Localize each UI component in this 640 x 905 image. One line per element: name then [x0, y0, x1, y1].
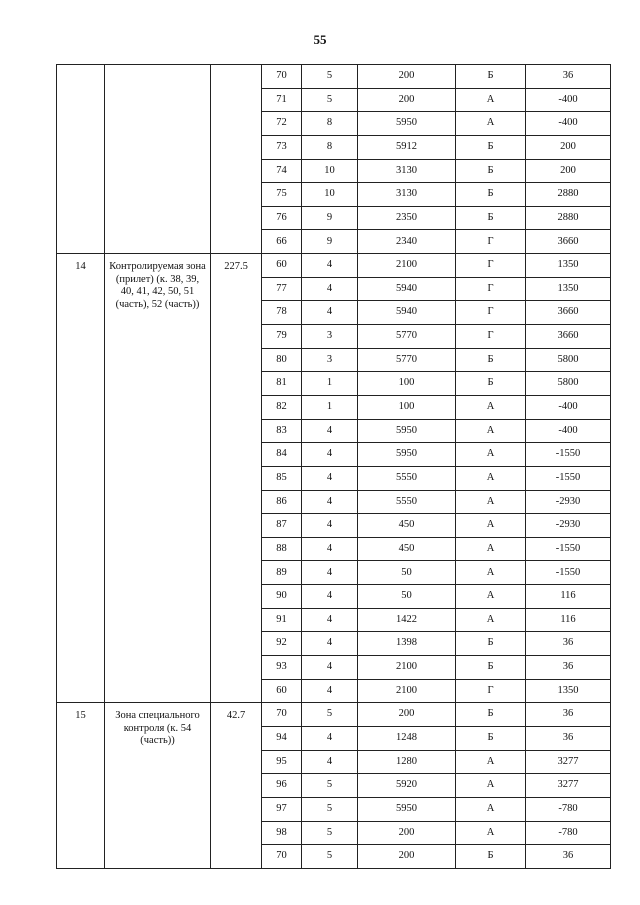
floor-cell: 1 — [302, 395, 358, 419]
floor-cell: 10 — [302, 183, 358, 207]
floor-cell: 5 — [302, 65, 358, 89]
point-number: 96 — [262, 774, 302, 798]
axis-cell: Г — [456, 230, 526, 254]
coordinate-cell: 450 — [358, 537, 456, 561]
axis-cell: А — [456, 821, 526, 845]
axis-cell: Б — [456, 65, 526, 89]
zone-coordinates-table — [56, 64, 611, 869]
coordinate-cell: 5940 — [358, 277, 456, 301]
point-number: 83 — [262, 419, 302, 443]
floor-cell: 4 — [302, 277, 358, 301]
coordinate-cell: 200 — [358, 703, 456, 727]
offset-cell: 36 — [526, 845, 611, 869]
coordinate-cell: 1422 — [358, 608, 456, 632]
axis-cell: А — [456, 466, 526, 490]
offset-cell: 200 — [526, 159, 611, 183]
offset-cell: 116 — [526, 585, 611, 609]
floor-cell: 5 — [302, 845, 358, 869]
floor-cell: 4 — [302, 301, 358, 325]
point-number: 60 — [262, 254, 302, 278]
axis-cell: А — [456, 797, 526, 821]
coordinate-cell: 100 — [358, 372, 456, 396]
axis-cell: Б — [456, 159, 526, 183]
axis-cell: Б — [456, 656, 526, 680]
coordinate-cell: 1398 — [358, 632, 456, 656]
offset-cell: -400 — [526, 88, 611, 112]
axis-cell: А — [456, 774, 526, 798]
floor-cell: 3 — [302, 325, 358, 349]
coordinate-cell: 100 — [358, 395, 456, 419]
point-number: 89 — [262, 561, 302, 585]
axis-cell: Г — [456, 254, 526, 278]
coordinate-cell: 200 — [358, 65, 456, 89]
floor-cell: 4 — [302, 726, 358, 750]
offset-cell: 3660 — [526, 230, 611, 254]
offset-cell: -1550 — [526, 443, 611, 467]
floor-cell: 4 — [302, 679, 358, 703]
floor-cell: 8 — [302, 112, 358, 136]
offset-cell: -400 — [526, 419, 611, 443]
offset-cell: 1350 — [526, 277, 611, 301]
axis-cell: А — [456, 561, 526, 585]
point-number: 71 — [262, 88, 302, 112]
point-number: 74 — [262, 159, 302, 183]
axis-cell: Г — [456, 325, 526, 349]
point-number: 87 — [262, 514, 302, 538]
floor-cell: 3 — [302, 348, 358, 372]
point-number: 82 — [262, 395, 302, 419]
axis-cell: А — [456, 537, 526, 561]
point-number: 97 — [262, 797, 302, 821]
point-number: 81 — [262, 372, 302, 396]
point-number: 70 — [262, 703, 302, 727]
axis-cell: Б — [456, 183, 526, 207]
coordinate-cell: 5940 — [358, 301, 456, 325]
floor-cell: 10 — [302, 159, 358, 183]
coordinate-cell: 5950 — [358, 797, 456, 821]
coordinate-cell: 2340 — [358, 230, 456, 254]
floor-cell: 4 — [302, 419, 358, 443]
table-row — [57, 65, 611, 89]
floor-cell: 4 — [302, 585, 358, 609]
axis-cell: Г — [456, 679, 526, 703]
offset-cell: 1350 — [526, 679, 611, 703]
axis-cell: А — [456, 750, 526, 774]
coordinate-cell: 1280 — [358, 750, 456, 774]
point-number: 85 — [262, 466, 302, 490]
coordinate-cell: 5550 — [358, 466, 456, 490]
offset-cell: -2930 — [526, 490, 611, 514]
point-number: 79 — [262, 325, 302, 349]
point-number: 78 — [262, 301, 302, 325]
offset-cell: 5800 — [526, 348, 611, 372]
table-row — [57, 703, 611, 727]
zone-number-cell: 14 — [57, 254, 105, 703]
coordinate-cell: 5770 — [358, 348, 456, 372]
offset-cell: -400 — [526, 395, 611, 419]
point-number: 73 — [262, 135, 302, 159]
point-number: 95 — [262, 750, 302, 774]
page-number: 55 — [313, 32, 327, 47]
axis-cell: Б — [456, 206, 526, 230]
point-number: 70 — [262, 65, 302, 89]
axis-cell: Б — [456, 372, 526, 396]
axis-cell: А — [456, 443, 526, 467]
offset-cell: -780 — [526, 797, 611, 821]
coordinate-cell: 200 — [358, 845, 456, 869]
table-row — [57, 254, 611, 278]
coordinate-cell: 3130 — [358, 183, 456, 207]
offset-cell: 3277 — [526, 774, 611, 798]
coordinate-cell: 200 — [358, 88, 456, 112]
floor-cell: 5 — [302, 797, 358, 821]
floor-cell: 9 — [302, 206, 358, 230]
offset-cell: 3660 — [526, 301, 611, 325]
floor-cell: 4 — [302, 490, 358, 514]
axis-cell: А — [456, 395, 526, 419]
offset-cell: 2880 — [526, 183, 611, 207]
coordinate-cell: 2100 — [358, 679, 456, 703]
coordinate-cell: 2100 — [358, 254, 456, 278]
point-number: 93 — [262, 656, 302, 680]
axis-cell: А — [456, 88, 526, 112]
offset-cell: -2930 — [526, 514, 611, 538]
point-number: 86 — [262, 490, 302, 514]
axis-cell: А — [456, 490, 526, 514]
point-number: 90 — [262, 585, 302, 609]
coordinate-cell: 5950 — [358, 443, 456, 467]
floor-cell: 9 — [302, 230, 358, 254]
point-number: 72 — [262, 112, 302, 136]
point-number: 88 — [262, 537, 302, 561]
coordinate-cell: 2350 — [358, 206, 456, 230]
floor-cell: 1 — [302, 372, 358, 396]
offset-cell: 1350 — [526, 254, 611, 278]
zone-area-cell: 42.7 — [211, 703, 262, 868]
axis-cell: Б — [456, 703, 526, 727]
offset-cell: 36 — [526, 726, 611, 750]
offset-cell: 36 — [526, 656, 611, 680]
axis-cell: Б — [456, 632, 526, 656]
offset-cell: -400 — [526, 112, 611, 136]
axis-cell: Б — [456, 348, 526, 372]
zone-number-cell — [57, 65, 105, 254]
point-number: 80 — [262, 348, 302, 372]
floor-cell: 4 — [302, 750, 358, 774]
offset-cell: -1550 — [526, 561, 611, 585]
floor-cell: 4 — [302, 443, 358, 467]
axis-cell: А — [456, 585, 526, 609]
zone-name-cell: Зона специального контроля (к. 54 (часть)) — [105, 703, 211, 868]
coordinate-cell: 50 — [358, 561, 456, 585]
point-number: 77 — [262, 277, 302, 301]
floor-cell: 4 — [302, 537, 358, 561]
point-number: 84 — [262, 443, 302, 467]
offset-cell: 3660 — [526, 325, 611, 349]
axis-cell: Б — [456, 726, 526, 750]
point-number: 66 — [262, 230, 302, 254]
axis-cell: Г — [456, 277, 526, 301]
axis-cell: А — [456, 419, 526, 443]
floor-cell: 5 — [302, 821, 358, 845]
point-number: 98 — [262, 821, 302, 845]
coordinate-cell: 50 — [358, 585, 456, 609]
coordinate-cell: 3130 — [358, 159, 456, 183]
floor-cell: 5 — [302, 774, 358, 798]
offset-cell: 2880 — [526, 206, 611, 230]
coordinate-cell: 5912 — [358, 135, 456, 159]
floor-cell: 4 — [302, 608, 358, 632]
coordinate-cell: 1248 — [358, 726, 456, 750]
point-number: 75 — [262, 183, 302, 207]
offset-cell: -1550 — [526, 466, 611, 490]
axis-cell: Г — [456, 301, 526, 325]
zone-name-cell: Контролируемая зона (прилет) (к. 38, 39, 40, 41, 42, 50, 51 (часть), 52 (часть)) — [105, 254, 211, 703]
offset-cell: 36 — [526, 65, 611, 89]
zone-area-cell: 227.5 — [211, 254, 262, 703]
floor-cell: 4 — [302, 632, 358, 656]
offset-cell: 116 — [526, 608, 611, 632]
table-body — [57, 65, 611, 869]
offset-cell: 36 — [526, 703, 611, 727]
floor-cell: 4 — [302, 514, 358, 538]
floor-cell: 8 — [302, 135, 358, 159]
floor-cell: 5 — [302, 88, 358, 112]
axis-cell: Б — [456, 845, 526, 869]
point-number: 92 — [262, 632, 302, 656]
offset-cell: -780 — [526, 821, 611, 845]
coordinate-cell: 450 — [358, 514, 456, 538]
point-number: 91 — [262, 608, 302, 632]
point-number: 76 — [262, 206, 302, 230]
axis-cell: А — [456, 608, 526, 632]
point-number: 94 — [262, 726, 302, 750]
coordinate-cell: 5920 — [358, 774, 456, 798]
axis-cell: Б — [456, 135, 526, 159]
offset-cell: 36 — [526, 632, 611, 656]
offset-cell: 200 — [526, 135, 611, 159]
coordinate-cell: 5950 — [358, 112, 456, 136]
point-number: 70 — [262, 845, 302, 869]
offset-cell: -1550 — [526, 537, 611, 561]
zone-name-cell — [105, 65, 211, 254]
floor-cell: 4 — [302, 561, 358, 585]
axis-cell: А — [456, 112, 526, 136]
axis-cell: А — [456, 514, 526, 538]
floor-cell: 4 — [302, 254, 358, 278]
floor-cell: 5 — [302, 703, 358, 727]
floor-cell: 4 — [302, 466, 358, 490]
coordinate-cell: 5550 — [358, 490, 456, 514]
coordinate-cell: 2100 — [358, 656, 456, 680]
floor-cell: 4 — [302, 656, 358, 680]
point-number: 60 — [262, 679, 302, 703]
coordinate-cell: 200 — [358, 821, 456, 845]
zone-area-cell — [211, 65, 262, 254]
coordinate-cell: 5770 — [358, 325, 456, 349]
offset-cell: 3277 — [526, 750, 611, 774]
zone-number-cell: 15 — [57, 703, 105, 868]
coordinate-cell: 5950 — [358, 419, 456, 443]
offset-cell: 5800 — [526, 372, 611, 396]
